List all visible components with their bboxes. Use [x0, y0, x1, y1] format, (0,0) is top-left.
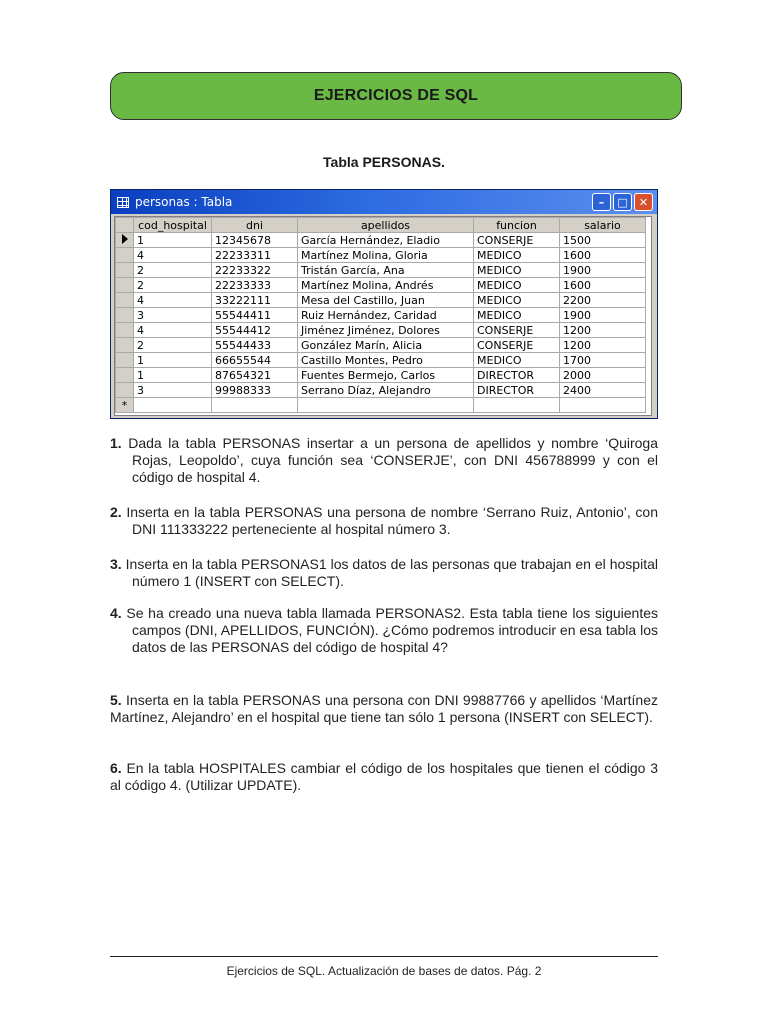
exercise-text: Inserta en la tabla PERSONAS una persona con DNI 99887766 y apellidos ‘Martínez Martínez, Alejandro’ en el hospital que tiene tan sólo 1 persona (INSERT con SELECT). [110, 692, 659, 725]
row-selector[interactable] [116, 278, 134, 293]
table-cell[interactable]: MEDICO [474, 263, 560, 278]
new-record-row[interactable] [116, 398, 646, 413]
maximize-icon: □ [617, 195, 628, 209]
row-selector[interactable] [116, 323, 134, 338]
table-cell[interactable]: MEDICO [474, 278, 560, 293]
table-cell[interactable] [298, 398, 474, 413]
table-cell[interactable]: MEDICO [474, 248, 560, 263]
exercise-item [110, 435, 658, 486]
row-selector[interactable] [116, 383, 134, 398]
row-selector[interactable] [116, 353, 134, 368]
table-cell[interactable]: 55544411 [212, 308, 298, 323]
table-row[interactable] [116, 383, 646, 398]
table-cell[interactable]: 2400 [560, 383, 646, 398]
table-cell[interactable]: 3 [134, 308, 212, 323]
exercise-text: Inserta en la tabla PERSONAS1 los datos de las personas que trabajan en el hospital número 1 (INSERT con SELECT). [125, 556, 658, 589]
table-cell[interactable]: 2 [134, 278, 212, 293]
exercise-item [110, 504, 658, 538]
footer-divider [110, 956, 658, 957]
table-cell[interactable]: 22233311 [212, 248, 298, 263]
table-cell[interactable]: 1 [134, 368, 212, 383]
table-cell[interactable]: MEDICO [474, 308, 560, 323]
table-cell[interactable]: 66655544 [212, 353, 298, 368]
column-header[interactable]: salario [560, 218, 646, 233]
table-cell[interactable] [474, 398, 560, 413]
table-cell[interactable]: 1900 [560, 308, 646, 323]
table-cell[interactable]: Martínez Molina, Gloria [298, 248, 474, 263]
table-cell[interactable] [212, 398, 298, 413]
table-icon [117, 197, 129, 208]
table-cell[interactable]: 1900 [560, 263, 646, 278]
minimize-icon: – [598, 195, 605, 209]
row-selector[interactable] [116, 233, 134, 248]
table-cell[interactable]: 1600 [560, 278, 646, 293]
personas-table [115, 217, 646, 413]
table-cell[interactable]: Serrano Díaz, Alejandro [298, 383, 474, 398]
table-cell[interactable]: CONSERJE [474, 323, 560, 338]
table-cell[interactable]: González Marín, Alicia [298, 338, 474, 353]
table-cell[interactable]: 1200 [560, 338, 646, 353]
datasheet-grid [114, 216, 652, 416]
minimize-button[interactable] [592, 193, 611, 211]
table-cell[interactable]: CONSERJE [474, 233, 560, 248]
close-button[interactable] [634, 193, 653, 211]
table-row[interactable] [116, 248, 646, 263]
table-row[interactable] [116, 353, 646, 368]
close-icon: ✕ [638, 195, 649, 209]
table-row[interactable] [116, 338, 646, 353]
table-cell[interactable]: 12345678 [212, 233, 298, 248]
table-cell[interactable]: MEDICO [474, 353, 560, 368]
table-cell[interactable]: Fuentes Bermejo, Carlos [298, 368, 474, 383]
table-cell[interactable]: 1700 [560, 353, 646, 368]
table-caption: Tabla PERSONAS. [323, 154, 445, 170]
exercise-number: 1. [110, 435, 122, 451]
row-selector-header[interactable] [116, 218, 134, 233]
window-title: personas : Tabla [135, 195, 233, 209]
table-cell[interactable]: 4 [134, 293, 212, 308]
page-title: EJERCICIOS DE SQL [313, 87, 479, 104]
exercise-number: 6. [110, 760, 122, 776]
table-cell[interactable]: 2200 [560, 293, 646, 308]
table-cell[interactable]: Mesa del Castillo, Juan [298, 293, 474, 308]
table-cell[interactable]: 2 [134, 338, 212, 353]
header-row [116, 218, 646, 233]
exercise-item [110, 760, 658, 794]
row-selector[interactable] [116, 308, 134, 323]
table-cell[interactable]: 1500 [560, 233, 646, 248]
table-cell[interactable]: Castillo Montes, Pedro [298, 353, 474, 368]
window-titlebar[interactable] [111, 190, 657, 214]
table-row[interactable] [116, 233, 646, 248]
column-header[interactable]: cod_hospital [134, 218, 212, 233]
table-cell[interactable]: 1200 [560, 323, 646, 338]
row-selector[interactable] [116, 368, 134, 383]
table-cell[interactable]: Ruiz Hernández, Caridad [298, 308, 474, 323]
table-cell[interactable]: Martínez Molina, Andrés [298, 278, 474, 293]
table-cell[interactable]: 99988333 [212, 383, 298, 398]
table-cell[interactable] [134, 398, 212, 413]
table-cell[interactable]: DIRECTOR [474, 368, 560, 383]
table-row[interactable] [116, 278, 646, 293]
exercise-text: En la tabla HOSPITALES cambiar el código de los hospitales que tienen el código 3 al código 4. (Utilizar UPDATE). [110, 760, 659, 793]
table-cell[interactable]: DIRECTOR [474, 383, 560, 398]
table-cell[interactable]: Tristán García, Ana [298, 263, 474, 278]
table-cell[interactable]: CONSERJE [474, 338, 560, 353]
table-cell[interactable]: 1 [134, 353, 212, 368]
table-cell[interactable]: 1600 [560, 248, 646, 263]
table-cell[interactable]: 1 [134, 233, 212, 248]
maximize-button[interactable] [613, 193, 632, 211]
exercise-number: 5. [110, 692, 122, 708]
column-header[interactable]: apellidos [298, 218, 474, 233]
exercise-text: Dada la tabla PERSONAS insertar a un persona de apellidos y nombre ‘Quiroga Rojas, Leopoldo’, cuya función sea ‘CONSERJE’, con DNI 456788999 y con el código de hospital 4. [128, 435, 659, 485]
table-cell[interactable]: MEDICO [474, 293, 560, 308]
exercise-item [110, 556, 658, 590]
row-selector[interactable] [116, 248, 134, 263]
table-cell[interactable]: 55544412 [212, 323, 298, 338]
table-row[interactable] [116, 308, 646, 323]
exercise-text: Se ha creado una nueva tabla llamada PERSONAS2. Esta tabla tiene los siguientes campos (DNI, APELLIDOS, FUNCIÓN). ¿Cómo podremos introducir en esa tabla los datos de las PERSONAS del código de hospital 4? [126, 605, 659, 655]
table-cell[interactable]: 2000 [560, 368, 646, 383]
table-cell[interactable]: García Hernández, Eladio [298, 233, 474, 248]
table-cell[interactable]: 22233322 [212, 263, 298, 278]
exercise-text: Inserta en la tabla PERSONAS una persona de nombre ‘Serrano Ruiz, Antonio’, con DNI 111333222 perteneciente al hospital número 3. [126, 504, 658, 537]
exercise-item [110, 605, 658, 656]
table-cell[interactable]: 4 [134, 248, 212, 263]
table-cell[interactable]: 22233333 [212, 278, 298, 293]
row-selector[interactable] [116, 338, 134, 353]
table-row[interactable] [116, 263, 646, 278]
title-banner [110, 72, 682, 120]
exercise-number: 2. [110, 504, 122, 520]
table-cell[interactable]: 55544433 [212, 338, 298, 353]
exercise-number: 3. [110, 556, 122, 572]
table-row[interactable] [116, 293, 646, 308]
page-footer: Ejercicios de SQL. Actualización de bases de datos. Pág. 2 [226, 964, 542, 978]
column-header[interactable]: dni [212, 218, 298, 233]
current-record-icon [122, 234, 128, 244]
access-table-window [110, 189, 658, 419]
table-cell[interactable]: 87654321 [212, 368, 298, 383]
table-row[interactable] [116, 323, 646, 338]
exercise-number: 4. [110, 605, 122, 621]
exercise-item [110, 692, 658, 726]
table-cell[interactable]: 4 [134, 323, 212, 338]
table-cell[interactable]: 2 [134, 263, 212, 278]
row-selector[interactable] [116, 263, 134, 278]
table-cell[interactable]: Jiménez Jiménez, Dolores [298, 323, 474, 338]
row-selector[interactable] [116, 293, 134, 308]
new-record-icon: * [116, 398, 134, 413]
table-cell[interactable]: 3 [134, 383, 212, 398]
column-header[interactable]: funcion [474, 218, 560, 233]
table-row[interactable] [116, 368, 646, 383]
table-cell[interactable] [560, 398, 646, 413]
table-cell[interactable]: 33222111 [212, 293, 298, 308]
